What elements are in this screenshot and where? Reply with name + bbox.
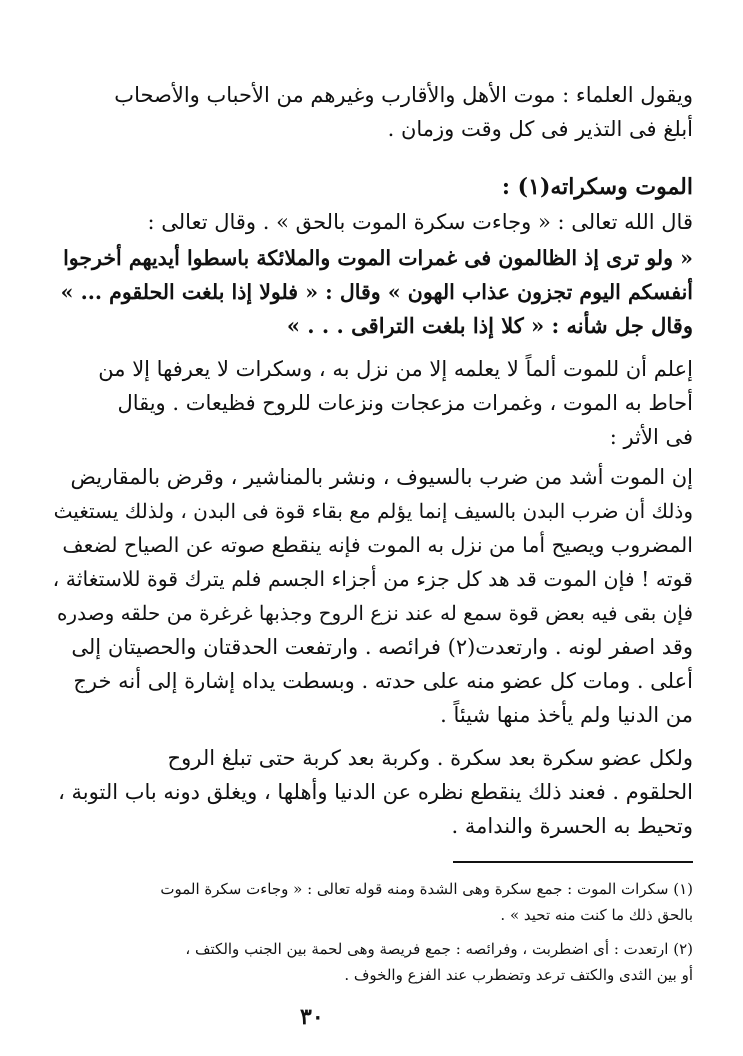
paragraph-line: إعلم أن للموت ألماً لا يعلمه إلا من نزل به ، وسكرات لا يعرفها إلا من xyxy=(98,357,693,381)
paragraph-line: وتحيط به الحسرة والندامة . xyxy=(451,814,693,838)
footnote-line: أو بين الثدى والكتف ترعد وتضطرب عند الفزع والخوف . xyxy=(344,966,693,984)
quran-line: وقال جل شأنه : « كلا إذا بلغت التراقى . . . » xyxy=(286,313,693,338)
quran-line: « ولو ترى إذ الظالمون فى غمرات الموت والملائكة باسطوا أيديهم أخرجوا xyxy=(63,246,693,270)
paragraph-line: وقد اصفر لونه . وارتعدت(٢) فرائصه . وارتفعت الحدقتان والحصيتان إلى xyxy=(71,635,693,659)
section-heading: الموت وسكراته(١) : xyxy=(501,174,693,200)
paragraph-line: فى الأثر : xyxy=(609,425,693,449)
paragraph-line: إن الموت أشد من ضرب بالسيوف ، ونشر بالمناشير ، وقرض بالمقاريض xyxy=(70,465,693,489)
footnote-line: بالحق ذلك ما كنت منه تحيد » . xyxy=(500,906,693,924)
footnote-line: (١) سكرات الموت : جمع سكرة وهى الشدة ومنه قوله تعالى : « وجاءت سكرة الموت xyxy=(160,880,693,898)
paragraph-line: قوته ! فإن الموت قد هد كل جزء من أجزاء الجسم فلم يترك قوة للاستغاثة ، xyxy=(52,567,693,591)
paragraph-line: أعلى . ومات كل عضو منه على حدته . وبسطت يداه إشارة إلى أنه خرج xyxy=(73,669,693,693)
paragraph-line: الحلقوم . فعند ذلك ينقطع نظره عن الدنيا وأهلها ، ويغلق دونه باب التوبة ، xyxy=(58,780,693,804)
quran-line: قال الله تعالى : « وجاءت سكرة الموت بالحق » . وقال تعالى : xyxy=(147,210,693,234)
paragraph-line: فإن بقى فيه بعض قوة سمع له عند نزع الروح وجذبها غرغرة من حلقه وصدره xyxy=(56,601,693,625)
paragraph-line: وذلك أن ضرب البدن بالسيف إنما يؤلم مع بقاء قوة فى البدن ، ولذلك يستغيث xyxy=(53,499,693,523)
footnote-line: (٢) ارتعدت : أى اضطربت ، وفرائصه : جمع فريصة وهى لحمة بين الجنب والكتف ، xyxy=(185,940,693,958)
page-number: ٣٠ xyxy=(300,1004,324,1030)
paragraph-line: المضروب ويصيح أما من نزل به الموت فإنه ينقطع صوته عن الصياح لضعف xyxy=(62,533,693,557)
paragraph-line: أحاط به الموت ، وغمرات مزعجات ونزعات للروح فظيعات . ويقال xyxy=(117,391,693,415)
intro-line: أبلغ فى التذير فى كل وقت وزمان . xyxy=(387,117,693,141)
footnote-divider xyxy=(453,861,693,863)
paragraph-line: من الدنيا ولم يأخذ منها شيئاً . xyxy=(440,703,693,727)
paragraph-line: ولكل عضو سكرة بعد سكرة . وكربة بعد كربة حتى تبلغ الروح xyxy=(167,746,693,770)
quran-line: أنفسكم اليوم تجزون عذاب الهون » وقال : « فلولا إذا بلغت الحلقوم ... » xyxy=(60,280,693,304)
intro-line: ويقول العلماء : موت الأهل والأقارب وغيرهم من الأحباب والأصحاب xyxy=(114,83,693,107)
